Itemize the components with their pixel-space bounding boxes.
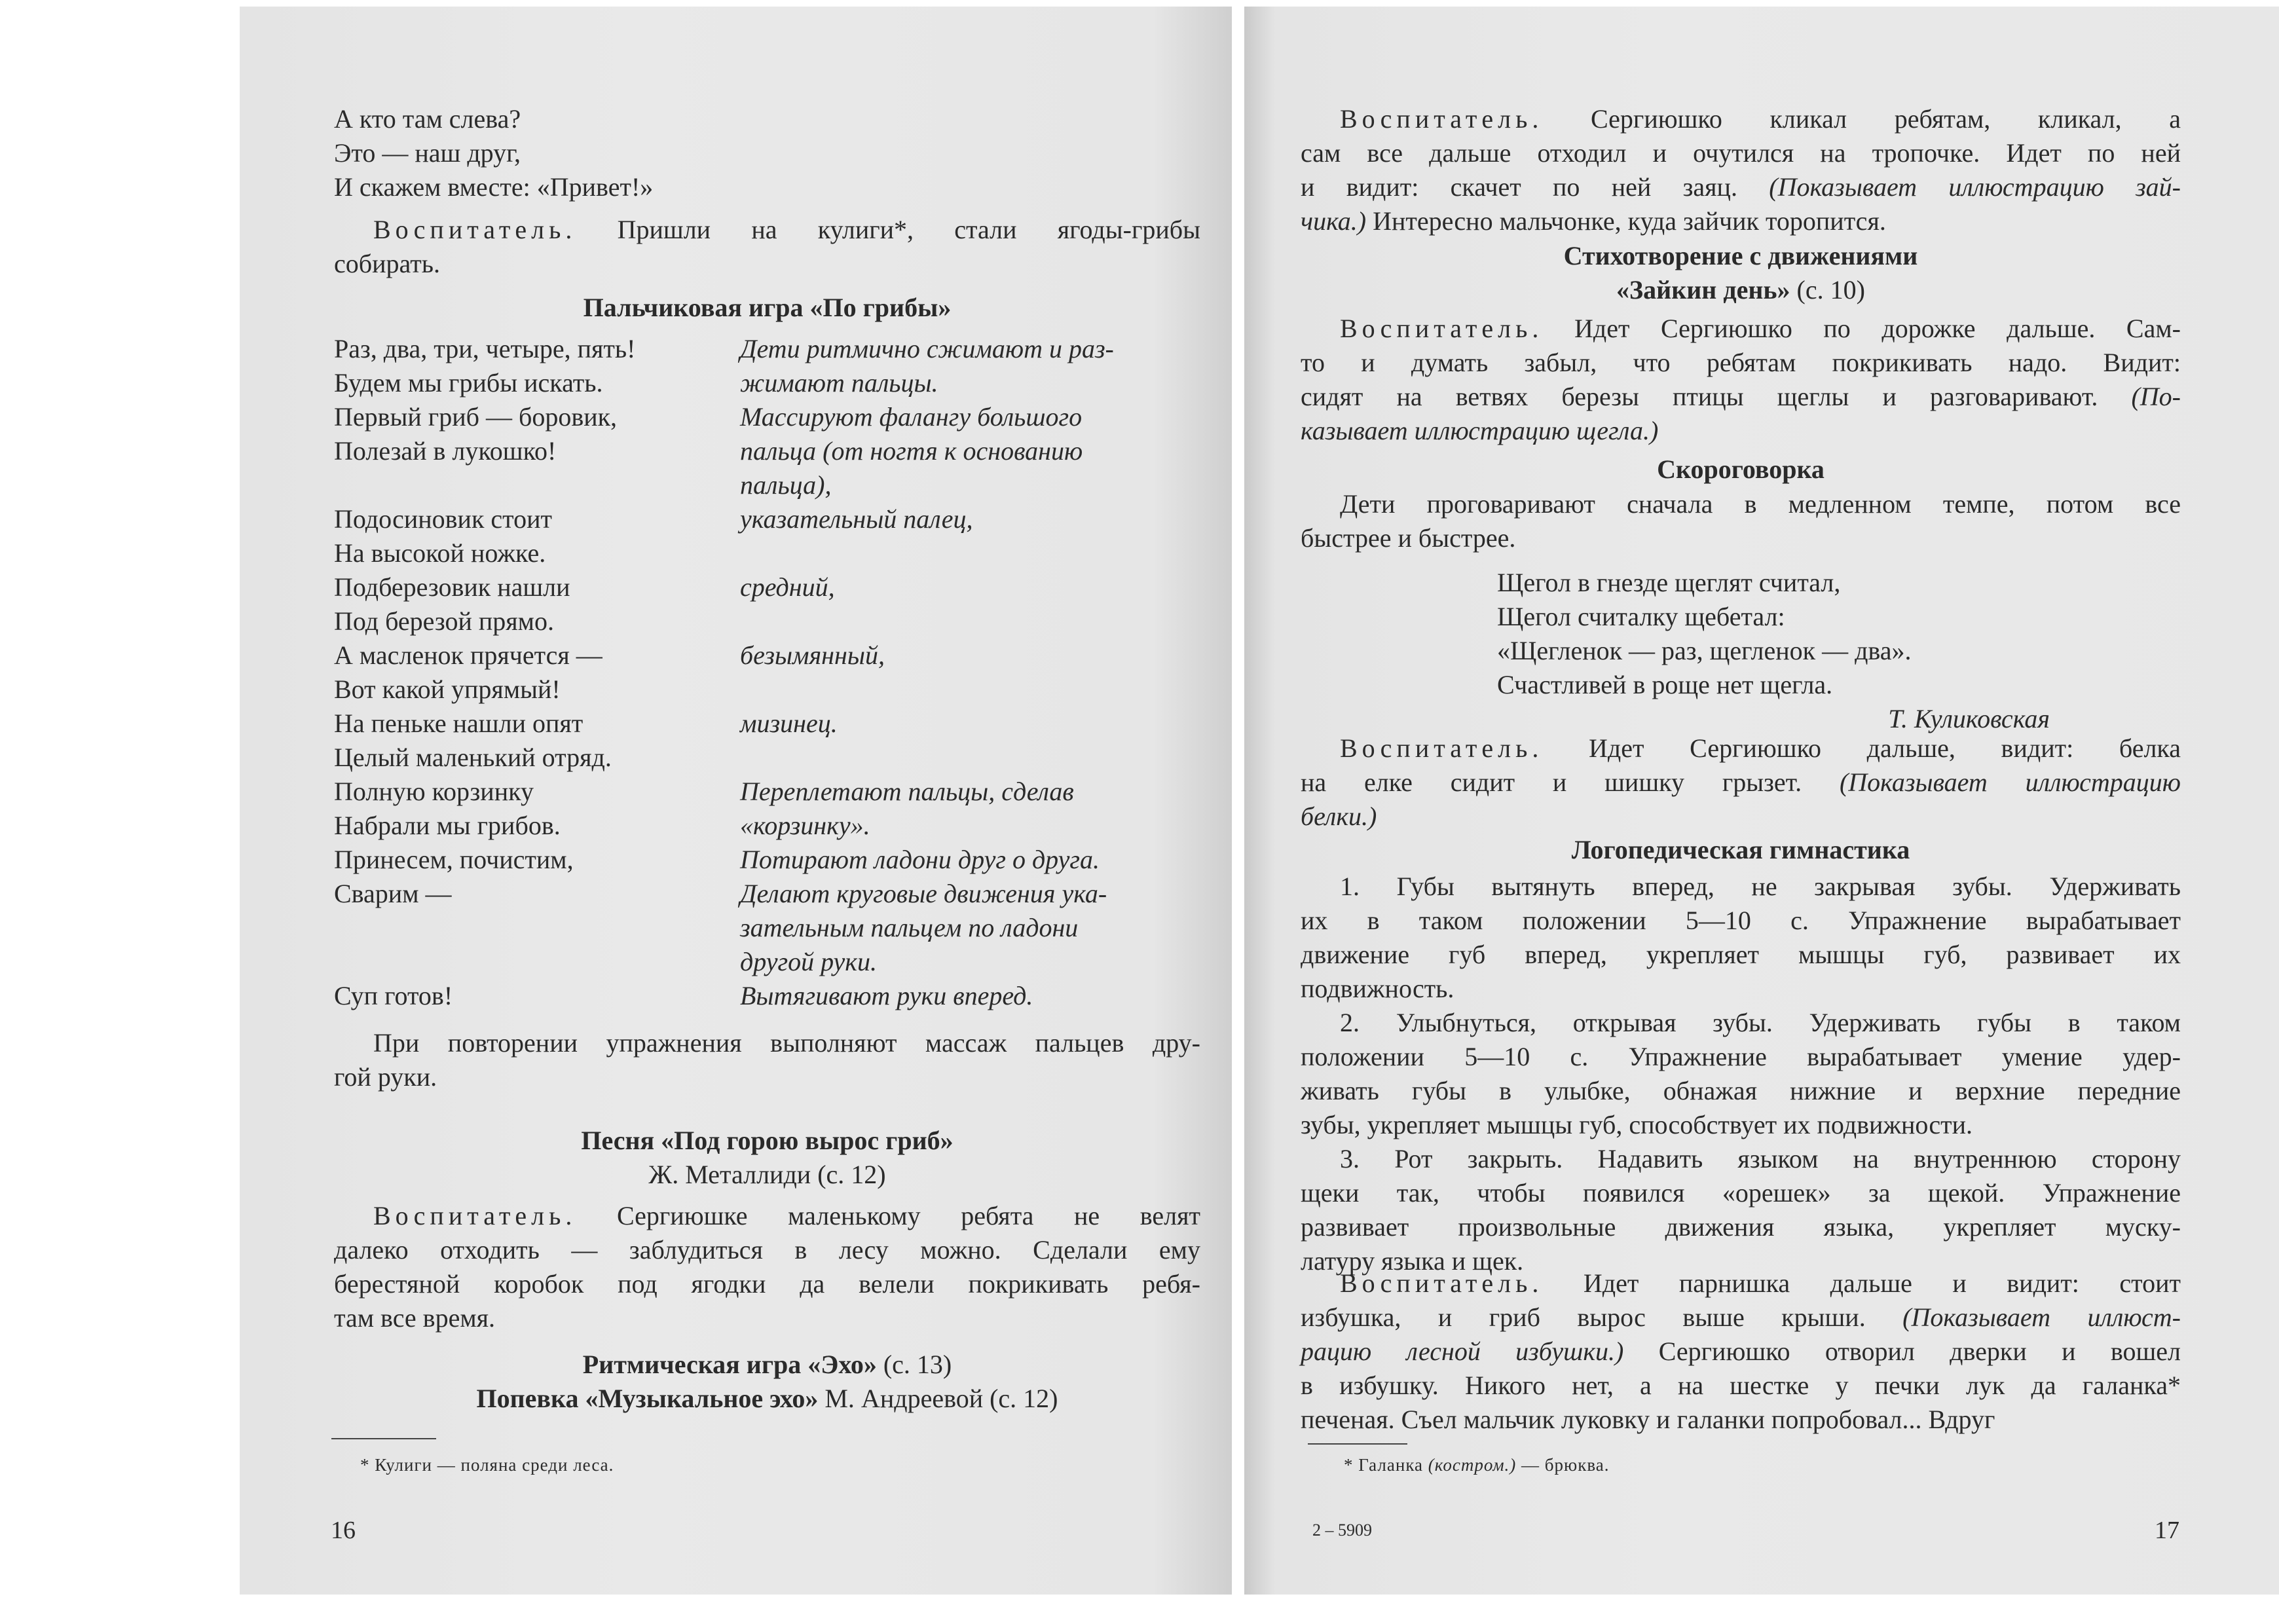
text-segment: М. Андреевой (с. 12) bbox=[825, 1384, 1058, 1413]
verse-line: Вот какой упрямый! bbox=[334, 674, 561, 704]
text-line bbox=[334, 213, 1200, 247]
table-row bbox=[334, 434, 1114, 468]
text-segment: (с. 13) bbox=[883, 1350, 952, 1379]
movement-instruction: зательным пальцем по ладони bbox=[740, 913, 1079, 942]
text-line bbox=[1301, 800, 2181, 834]
text-line: зубы, укрепляет мышцы губ, способствует их подвижности. bbox=[1301, 1110, 1973, 1139]
table-row bbox=[334, 332, 1114, 366]
text-line bbox=[1301, 731, 2181, 766]
verse-line: Под березой прямо. bbox=[334, 606, 554, 636]
text-line bbox=[1301, 170, 2181, 204]
text-line: движение губ вперед, укрепляет мышцы губ, развивает их bbox=[1301, 940, 2181, 969]
text-line: берестяной коробок под ягодки да велели покрикивать ребя- bbox=[334, 1269, 1200, 1299]
greeting-verse bbox=[334, 102, 1200, 204]
movement-instruction: другой руки. bbox=[740, 947, 878, 976]
text-line bbox=[1301, 380, 2181, 414]
text-segment: Идет парнишка дальше и видит: стоит bbox=[1543, 1268, 2181, 1298]
movement-instruction: Делают круговые движения ука- bbox=[740, 879, 1107, 908]
stage-direction: белки.) bbox=[1301, 802, 1377, 831]
section-heading-tongue-twister bbox=[1301, 452, 2181, 487]
movement-instruction: Вытягивают руки вперед. bbox=[740, 981, 1033, 1010]
text-line: гой руки. bbox=[334, 1062, 437, 1092]
page-number: 16 bbox=[331, 1517, 356, 1544]
educator-paragraph bbox=[1301, 102, 2181, 238]
educator-paragraph bbox=[334, 213, 1200, 281]
speaker-label: Воспитатель. bbox=[1340, 1268, 1544, 1298]
text-line: быстрее и быстрее. bbox=[1301, 523, 1516, 553]
verse-line: Раз, два, три, четыре, пять! bbox=[334, 334, 636, 363]
text-segment: Ж. Металлиди (с. 12) bbox=[648, 1160, 886, 1189]
educator-paragraph bbox=[1301, 312, 2181, 448]
table-row bbox=[334, 707, 1114, 741]
stage-direction: рацию лесной избушки.) bbox=[1301, 1337, 1624, 1366]
stage-direction: чика.) bbox=[1301, 206, 1367, 236]
text-line: И скажем вместе: «Привет!» bbox=[334, 172, 654, 202]
footnote bbox=[1344, 1453, 1609, 1477]
movement-instruction: Потирают ладони друг о друга. bbox=[740, 845, 1100, 874]
educator-paragraph bbox=[334, 1199, 1200, 1335]
table-row bbox=[334, 775, 1114, 809]
movement-instruction: жимают пальцы. bbox=[740, 368, 938, 397]
verse-line bbox=[334, 945, 740, 979]
text-line: печеная. Съел мальчик луковку и галанки попробовал... Вдруг bbox=[1301, 1405, 1995, 1434]
text-line: Счастливей в роще нет щегла. bbox=[1497, 670, 1833, 699]
finger-game-table-wrap bbox=[334, 332, 1200, 1013]
table-row bbox=[334, 809, 1114, 843]
text-line: их в таком положении 5—10 с. Упражнение вырабатывает bbox=[1301, 906, 2181, 935]
text-line: Щегол в гнезде щеглят считал, bbox=[1497, 568, 1841, 597]
text-line: сам все дальше отходил и очутился на тропочке. Идет по ней bbox=[1301, 138, 2181, 168]
educator-paragraph bbox=[1301, 731, 2181, 834]
text-line: Дети проговаривают сначала в медленном темпе, потом все bbox=[1340, 489, 2181, 519]
movement-instruction bbox=[740, 673, 1114, 707]
stage-direction: (Показывает иллюст- bbox=[1902, 1302, 2181, 1332]
section-heading-echo bbox=[334, 1348, 1200, 1416]
movement-instruction bbox=[740, 604, 1114, 638]
section-heading-finger-game bbox=[334, 291, 1200, 325]
text-segment: Пришли на кулиги*, стали ягоды-грибы bbox=[576, 215, 1200, 244]
verse-line bbox=[334, 911, 740, 945]
verse-line: Будем мы грибы искать. bbox=[334, 368, 603, 397]
exercise-item-2 bbox=[1301, 1006, 2181, 1142]
text-line bbox=[1301, 414, 2181, 448]
text-line: Это — наш друг, bbox=[334, 138, 521, 168]
movement-instruction: Массируют фалангу большого bbox=[740, 402, 1083, 432]
table-row bbox=[334, 911, 1114, 945]
finger-game-table bbox=[334, 332, 1114, 1013]
stage-direction: (Показывает иллюстрацию зай- bbox=[1769, 172, 2181, 202]
text-line: живать губы в улыбке, обнажая нижние и верхние передние bbox=[1301, 1076, 2181, 1105]
verse-line: Суп готов! bbox=[334, 981, 453, 1010]
text-segment: избушка, и гриб вырос выше крыши. bbox=[1301, 1302, 1903, 1332]
table-row bbox=[334, 604, 1114, 638]
text-line: положении 5—10 с. Упражнение вырабатывает умение удер- bbox=[1301, 1042, 2181, 1071]
verse-line: А масленок прячется — bbox=[334, 640, 602, 670]
text-segment: Ритмическая игра «Эхо» bbox=[582, 1350, 883, 1379]
speaker-label: Воспитатель. bbox=[373, 215, 577, 244]
text-segment: Сергиюшко отворил дверки и вошел bbox=[1623, 1337, 2181, 1366]
text-line bbox=[1301, 102, 2181, 136]
table-row bbox=[334, 877, 1114, 911]
table-row bbox=[334, 673, 1114, 707]
footnote-abbr: (костром.) bbox=[1428, 1455, 1517, 1475]
table-row bbox=[334, 502, 1114, 536]
movement-instruction: указательный палец, bbox=[740, 504, 973, 534]
text-line: 1. Губы вытянуть вперед, не закрывая зубы. Удерживать bbox=[1340, 872, 2181, 901]
speaker-label: Воспитатель. bbox=[1340, 733, 1544, 763]
text-line: собирать. bbox=[334, 249, 440, 278]
table-row bbox=[334, 366, 1114, 400]
table-row bbox=[334, 741, 1114, 775]
text-segment: Сергиюшко кликал ребятам, кликал, а bbox=[1543, 104, 2181, 134]
movement-instruction: мизинец. bbox=[740, 709, 838, 738]
verse-line: На пеньке нашли опят bbox=[334, 709, 584, 738]
section-heading-speech-gymnastics bbox=[1301, 833, 2181, 867]
printer-signature: 2 – 5909 bbox=[1312, 1521, 1372, 1540]
movement-instruction bbox=[740, 741, 1114, 775]
movement-instruction: пальца), bbox=[740, 470, 832, 500]
text-line bbox=[1301, 204, 2181, 238]
verse-line: Набрали мы грибов. bbox=[334, 811, 561, 840]
text-line bbox=[1301, 1335, 2181, 1369]
table-row bbox=[334, 979, 1114, 1013]
verse-line: На высокой ножке. bbox=[334, 538, 546, 568]
tongue-twister-verse bbox=[1497, 566, 1912, 702]
instruction-paragraph bbox=[1301, 487, 2181, 555]
table-row bbox=[334, 638, 1114, 673]
text-line: 3. Рот закрыть. Надавить языком на внутреннюю сторону bbox=[1340, 1144, 2181, 1173]
text-line: Стихотворение с движениями bbox=[1563, 241, 1918, 270]
movement-instruction: Переплетают пальцы, сделав bbox=[740, 777, 1074, 806]
footnote: * Кулиги — поляна среди леса. bbox=[360, 1455, 614, 1475]
text-line bbox=[334, 1348, 1200, 1382]
text-line bbox=[1301, 1301, 2181, 1335]
movement-instruction: Дети ритмично сжимают и раз- bbox=[740, 334, 1114, 363]
exercise-item-3 bbox=[1301, 1142, 2181, 1278]
verse-line: Принесем, почистим, bbox=[334, 845, 574, 874]
table-row bbox=[334, 843, 1114, 877]
table-row bbox=[334, 400, 1114, 434]
table-row bbox=[334, 536, 1114, 570]
text-line: 2. Улыбнуться, открывая зубы. Удерживать губы в таком bbox=[1340, 1008, 2181, 1037]
text-segment: Сергиюшке маленькому ребята не велят bbox=[576, 1201, 1200, 1230]
text-line bbox=[334, 1382, 1200, 1416]
movement-instruction bbox=[740, 536, 1114, 570]
footnote-divider bbox=[1308, 1443, 1407, 1445]
verse-line: Подосиновик стоит bbox=[334, 504, 552, 534]
speaker-label: Воспитатель. bbox=[1340, 104, 1544, 134]
section-heading-song bbox=[334, 1124, 1200, 1192]
text-line bbox=[1301, 312, 2181, 346]
text-segment: сидят на ветвях березы птицы щеглы и разговаривают. bbox=[1301, 382, 2132, 411]
movement-instruction: безымянный, bbox=[740, 640, 885, 670]
educator-paragraph bbox=[1301, 1266, 2181, 1437]
table-row bbox=[334, 570, 1114, 604]
exercise-item-1 bbox=[1301, 870, 2181, 1006]
stage-direction: (Показывает иллюстрацию bbox=[1839, 767, 2181, 797]
text-line: «Щегленок — раз, щегленок — два». bbox=[1497, 636, 1912, 665]
verse-line: Целый маленький отряд. bbox=[334, 743, 612, 772]
text-line bbox=[334, 1158, 1200, 1192]
movement-instruction: средний, bbox=[740, 572, 835, 602]
stage-direction: (По- bbox=[2131, 382, 2181, 411]
section-heading-poem bbox=[1301, 239, 2181, 307]
verse-line: Первый гриб — боровик, bbox=[334, 402, 618, 432]
text-line bbox=[334, 1199, 1200, 1233]
table-row bbox=[334, 468, 1114, 502]
speaker-label: Воспитатель. bbox=[1340, 314, 1544, 343]
text-line: то и думать забыл, что ребятам покрикивать надо. Видит: bbox=[1301, 348, 2181, 377]
footnote-definition: — брюква. bbox=[1516, 1455, 1610, 1475]
speaker-label: Воспитатель. bbox=[373, 1201, 577, 1230]
movement-instruction: «корзинку». bbox=[740, 811, 870, 840]
footnote-term: * Галанка bbox=[1344, 1455, 1428, 1475]
text-line: развивает произвольные движения языка, укрепляет муску- bbox=[1301, 1212, 2181, 1242]
text-segment: Идет Сергиюшко дальше, видит: белка bbox=[1543, 733, 2181, 763]
text-line: Пальчиковая игра «По грибы» bbox=[583, 293, 952, 322]
footnote-divider bbox=[331, 1438, 436, 1439]
verse-line bbox=[334, 468, 740, 502]
text-segment: Интересно мальчонке, куда зайчик торопится. bbox=[1366, 206, 1886, 236]
text-line: Щегол считалку щебетал: bbox=[1497, 602, 1785, 631]
text-line: А кто там слева? bbox=[334, 104, 521, 134]
movement-instruction: пальца (от ногтя к основанию bbox=[740, 436, 1083, 466]
text-segment: на елке сидит и шишку грызет. bbox=[1301, 767, 1840, 797]
text-line: При повторении упражнения выполняют массаж пальцев дру- bbox=[373, 1028, 1200, 1058]
verse-line: Полезай в лукошко! bbox=[334, 436, 557, 466]
text-segment: (с. 10) bbox=[1796, 275, 1865, 304]
stage-direction: казывает иллюстрацию щегла.) bbox=[1301, 416, 1659, 445]
text-line: далеко отходить — заблудиться в лесу можно. Сделали ему bbox=[334, 1235, 1200, 1264]
text-segment: и видит: скачет по ней заяц. bbox=[1301, 172, 1769, 202]
verse-line: Полную корзинку bbox=[334, 777, 534, 806]
verse-line: Подберезовик нашли bbox=[334, 572, 570, 602]
text-line bbox=[1301, 1266, 2181, 1301]
verse-line: Сварим — bbox=[334, 879, 452, 908]
repeat-note bbox=[334, 1026, 1200, 1094]
text-line bbox=[1301, 273, 2181, 307]
table-row bbox=[334, 945, 1114, 979]
text-line: Скороговорка bbox=[1657, 454, 1825, 484]
text-segment: «Зайкин день» bbox=[1616, 275, 1797, 304]
text-segment: Идет Сергиюшко по дорожке дальше. Сам- bbox=[1543, 314, 2181, 343]
text-line: Песня «Под горою вырос гриб» bbox=[581, 1126, 954, 1155]
text-line: там все время. bbox=[334, 1303, 496, 1333]
poem-author: Т. Куликовская bbox=[1888, 704, 2050, 733]
text-line: в избушку. Никого нет, а на шестке у печки лук да галанка* bbox=[1301, 1371, 2181, 1400]
text-line: латуру языка и щек. bbox=[1301, 1246, 1524, 1276]
text-line: щеки так, чтобы появился «орешек» за щекой. Упражнение bbox=[1301, 1178, 2181, 1208]
text-segment: Попевка «Музыкальное эхо» bbox=[476, 1384, 825, 1413]
text-line: подвижность. bbox=[1301, 974, 1454, 1003]
text-line bbox=[1301, 766, 2181, 800]
text-line: Логопедическая гимнастика bbox=[1571, 835, 1910, 864]
page-number: 17 bbox=[2155, 1517, 2179, 1544]
